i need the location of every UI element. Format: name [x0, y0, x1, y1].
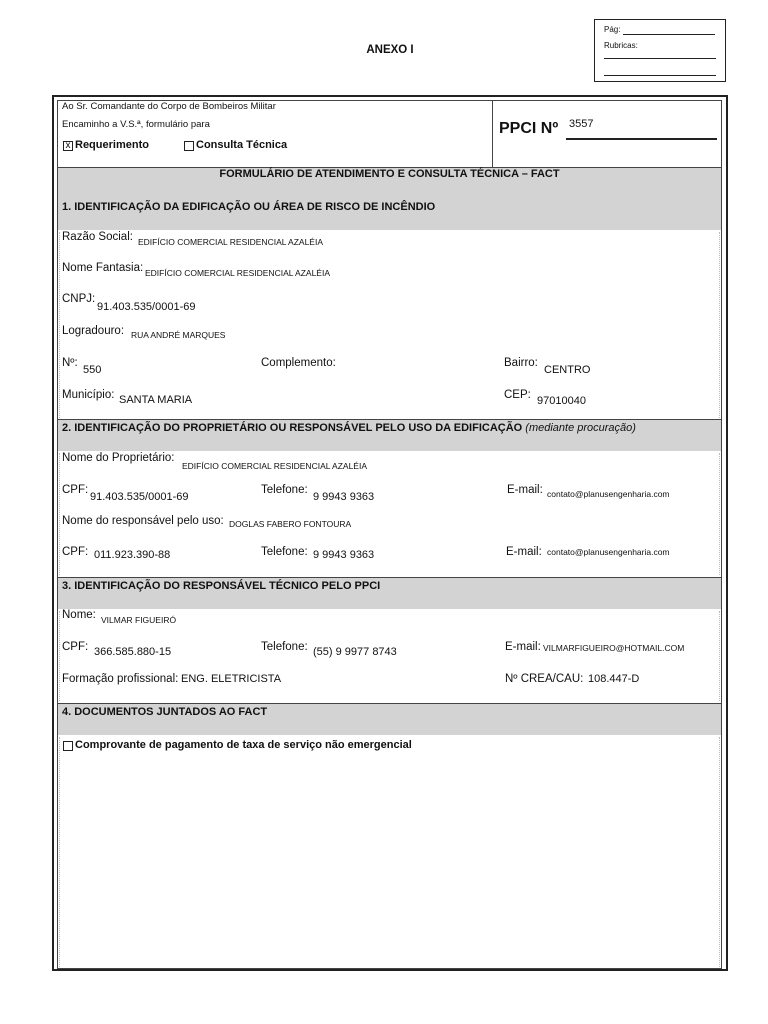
- requerimento-checkbox[interactable]: x: [63, 141, 73, 151]
- section-4-title-text: 4. DOCUMENTOS JUNTADOS AO FACT: [62, 706, 268, 718]
- rubricas-label: Rubricas:: [604, 41, 638, 50]
- rt-nome-label: Nome:: [62, 609, 96, 621]
- numero-value[interactable]: 550: [83, 364, 102, 376]
- nome-fantasia-value[interactable]: EDIFÍCIO COMERCIAL RESIDENCIAL AZALÉIA: [145, 268, 330, 278]
- rubricas-line-2[interactable]: [604, 75, 716, 76]
- header-line2: Encaminho a V.S.ª, formulário para: [62, 119, 210, 130]
- logradouro-value[interactable]: RUA ANDRÉ MARQUES: [131, 330, 226, 340]
- dots-right: [719, 611, 720, 701]
- requerimento-label: Requerimento: [75, 139, 149, 151]
- dots-left: [59, 611, 60, 701]
- section-4-title: [58, 704, 721, 735]
- telefone-1-label: Telefone:: [261, 484, 308, 496]
- pag-field[interactable]: [623, 34, 715, 35]
- form-title: FORMULÁRIO DE ATENDIMENTO E CONSULTA TÉCNICA – FACT: [219, 168, 560, 180]
- rubricas-line-1[interactable]: [604, 58, 716, 59]
- cpf-1-value[interactable]: 91.403.535/0001-69: [90, 491, 189, 503]
- section-2-title-text: 2. IDENTIFICAÇÃO DO PROPRIETÁRIO OU RESPONSÁVEL PELO USO DA EDIFICAÇÃO: [62, 422, 523, 434]
- rt-telefone-label: Telefone:: [261, 641, 308, 653]
- cpf-2-value[interactable]: 011.923.390-88: [94, 549, 171, 561]
- cep-label: CEP:: [504, 389, 531, 401]
- comprovante-checkbox[interactable]: [63, 741, 73, 751]
- crea-value[interactable]: 108.447-D: [588, 673, 640, 685]
- rt-cpf-label: CPF:: [62, 641, 89, 653]
- municipio-label: Município:: [62, 389, 115, 401]
- section-2-title-note: (mediante procuração): [525, 422, 636, 434]
- rt-cpf-value[interactable]: 366.585.880-15: [94, 646, 172, 658]
- section-3-title: [58, 578, 721, 609]
- dots-right: [719, 737, 720, 967]
- dots-left: [59, 453, 60, 575]
- dots-right: [719, 453, 720, 575]
- nome-fantasia-label: Nome Fantasia:: [62, 262, 144, 274]
- comprovante-label: Comprovante de pagamento de taxa de serviço não emergencial: [75, 739, 412, 751]
- telefone-2-label: Telefone:: [261, 546, 308, 558]
- section-1-title-text: 1. IDENTIFICAÇÃO DA EDIFICAÇÃO OU ÁREA DE RISCO DE INCÊNDIO: [62, 201, 436, 213]
- numero-label: Nº:: [62, 357, 78, 369]
- bairro-value[interactable]: CENTRO: [544, 364, 591, 376]
- cpf-2-label: CPF:: [62, 546, 89, 558]
- header-line1: Ao Sr. Comandante do Corpo de Bombeiros Militar: [62, 101, 276, 112]
- ppci-label: PPCI Nº: [499, 120, 559, 137]
- rt-telefone-value[interactable]: (55) 9 9977 8743: [313, 646, 397, 658]
- section-2-title: [58, 420, 721, 451]
- formacao-label: Formação profissional:: [62, 673, 179, 685]
- email-2-label: E-mail:: [506, 546, 542, 558]
- logradouro-label: Logradouro:: [62, 325, 125, 337]
- anexo-title: ANEXO I: [366, 44, 414, 56]
- pag-label: Pág:: [604, 25, 621, 34]
- section-3-title-text: 3. IDENTIFICAÇÃO DO RESPONSÁVEL TÉCNICO PELO PPCI: [62, 580, 381, 592]
- municipio-value[interactable]: SANTA MARIA: [119, 394, 193, 406]
- form-inner-frame: [57, 100, 722, 969]
- cnpj-label: CNPJ:: [62, 293, 96, 305]
- cnpj-value[interactable]: 91.403.535/0001-69: [97, 301, 196, 313]
- ppci-underline: [566, 138, 717, 140]
- rt-email-label: E-mail:: [505, 641, 541, 653]
- razao-social-value[interactable]: EDIFÍCIO COMERCIAL RESIDENCIAL AZALÉIA: [138, 237, 323, 247]
- telefone-1-value[interactable]: 9 9943 9363: [313, 491, 375, 503]
- email-2-value[interactable]: contato@planusengenharia.com: [547, 547, 670, 557]
- page-number-box: [594, 19, 726, 82]
- header-divider: [492, 100, 493, 167]
- email-1-value[interactable]: contato@planusengenharia.com: [547, 489, 670, 499]
- section-1-title: [58, 199, 721, 230]
- telefone-2-value[interactable]: 9 9943 9363: [313, 549, 375, 561]
- razao-social-label: Razão Social:: [62, 231, 133, 243]
- email-1-label: E-mail:: [507, 484, 543, 496]
- proprietario-label: Nome do Proprietário:: [62, 452, 175, 464]
- dots-right: [719, 232, 720, 418]
- rt-email-value[interactable]: VILMARFIGUEIRO@HOTMAIL.COM: [543, 643, 685, 653]
- crea-label: Nº CREA/CAU:: [505, 673, 584, 685]
- consulta-tecnica-checkbox[interactable]: [184, 141, 194, 151]
- dots-left: [59, 232, 60, 418]
- complemento-label: Complemento:: [261, 357, 336, 369]
- bairro-label: Bairro:: [504, 357, 538, 369]
- form-title-band: [58, 168, 721, 199]
- cpf-1-label: CPF:: [62, 484, 89, 496]
- responsavel-label: Nome do responsável pelo uso:: [62, 515, 224, 527]
- dots-left: [59, 737, 60, 967]
- consulta-tecnica-label: Consulta Técnica: [196, 139, 288, 151]
- rt-nome-value[interactable]: VILMAR FIGUEIRÓ: [101, 615, 177, 625]
- cep-value[interactable]: 97010040: [537, 395, 586, 407]
- formacao-value[interactable]: ENG. ELETRICISTA: [181, 673, 282, 685]
- responsavel-value[interactable]: DOGLAS FABERO FONTOURA: [229, 519, 352, 529]
- ppci-value[interactable]: 3557: [569, 118, 594, 130]
- proprietario-value[interactable]: EDIFÍCIO COMERCIAL RESIDENCIAL AZALÉIA: [182, 461, 367, 471]
